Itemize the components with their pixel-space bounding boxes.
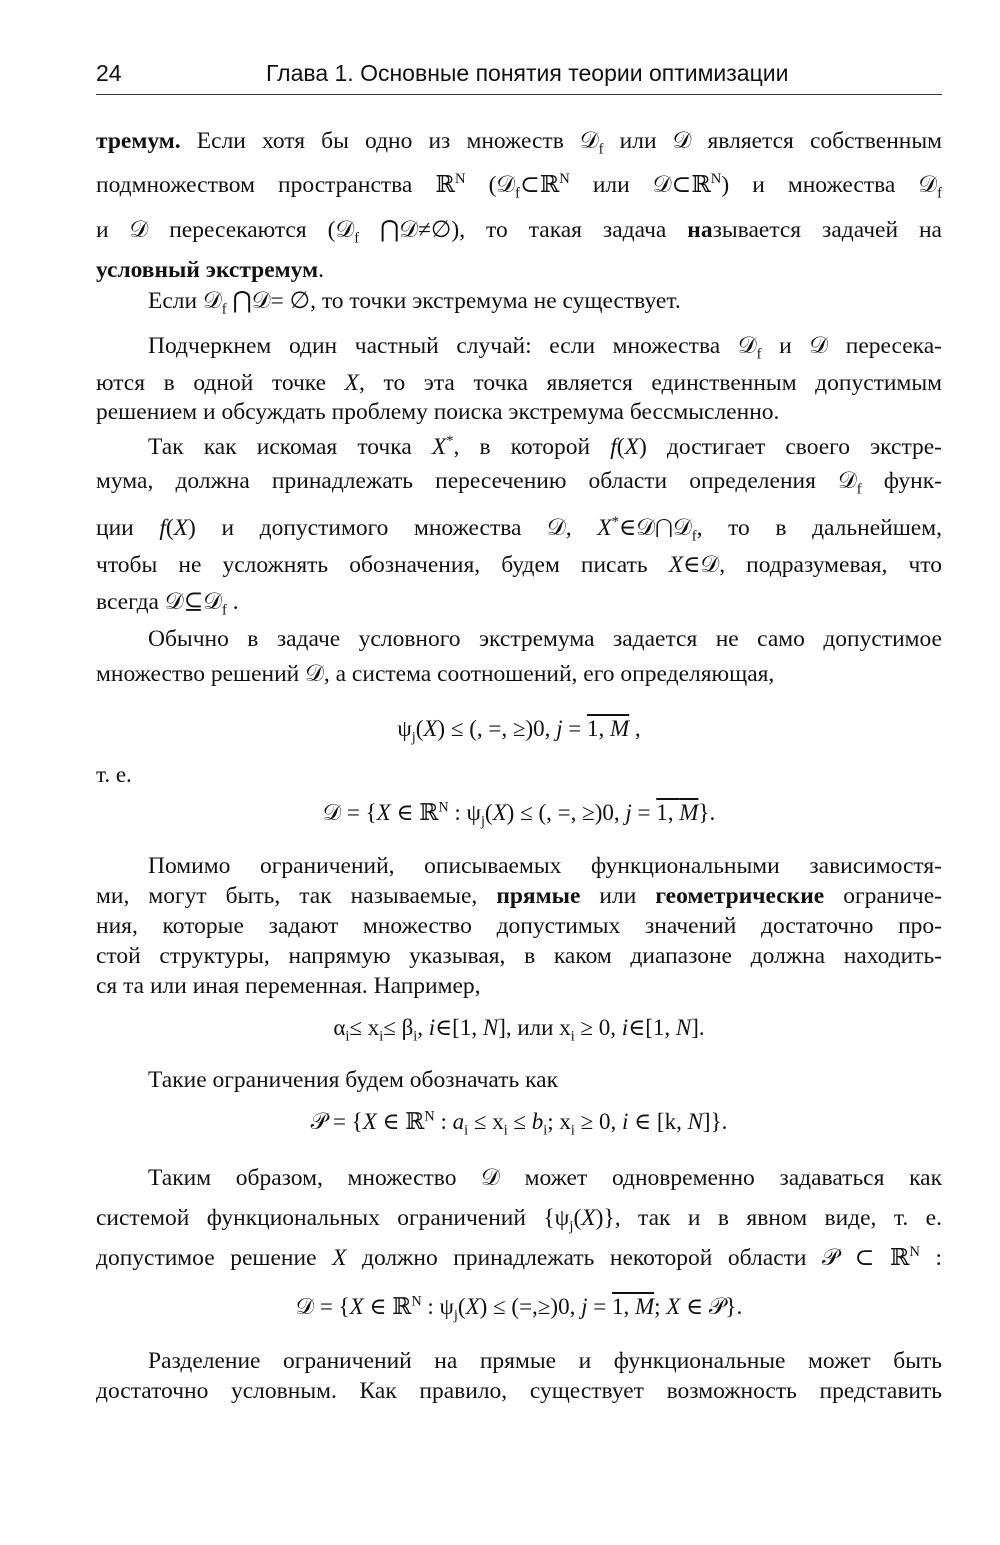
text-line: Помимо ограничений, описываемых функциональными зависимостя- xyxy=(148,853,942,879)
text-line: условный экстремум. xyxy=(96,257,325,283)
text-line: Обычно в задаче условного экстремума задается не само допустимое xyxy=(148,626,942,652)
chapter-title: Глава 1. Основные понятия теории оптимизации xyxy=(266,60,789,86)
formula: $\psi_j(X)$ ≤ (, =, ≥)0, j = 1, M , xyxy=(397,716,641,746)
formula: 𝒟 = {X ∈ ℝ$^N$ : $\psi_j(X)$ ≤ (, =, ≥)0, j = 1, M}. xyxy=(322,799,716,830)
formula: $\alpha_i\le x_i\le \beta_i$, i∈[1, N], или $x_i \ge 0$, i∈[1, N]. xyxy=(333,1015,705,1045)
text-line: всегда 𝒟⊆𝒟$_f$ . xyxy=(96,589,239,619)
text-line: ются в одной точке X, то эта точка является единственным допустимым xyxy=(96,370,942,396)
text-line: множество решений 𝒟, а система соотношений, его определяющая, xyxy=(96,661,775,687)
text-line: стой структуры, напрямую указывая, в каком диапазоне должна находить- xyxy=(96,943,942,969)
text-line: решением и обсуждать проблему поиска экстремума бессмысленно. xyxy=(96,399,780,425)
text-line: чтобы не усложнять обозначения, будем писать X∈𝒟, подразумевая, что xyxy=(96,552,943,578)
text-line: Если 𝒟$_f$ ⋂𝒟= ∅, то точки экстремума не существует. xyxy=(148,288,681,318)
text-line: ся та или иная переменная. Например, xyxy=(96,973,481,999)
text-line: достаточно условным. Как правило, существует возможность представить xyxy=(96,1378,942,1404)
text-line: ции f(X) и допустимого множества 𝒟, X*∈𝒟⋂𝒟$_f$, то в дальнейшем, xyxy=(96,514,942,545)
running-header xyxy=(96,56,942,95)
text-line: Разделение ограничений на прямые и функциональные может быть xyxy=(148,1348,942,1374)
formula: 𝒫 = {X ∈ ℝ$^N$ : $a_i \le x_i \le b_i$; $x_i \ge 0$, i ∈ [k, N]}. xyxy=(310,1108,728,1139)
text-line: Такие ограничения будем обозначать как xyxy=(148,1067,558,1093)
text-line: ния, которые задают множество допустимых значений достаточно про- xyxy=(96,913,942,939)
text-line: Таким образом, множество 𝒟 может одновременно задаваться как xyxy=(148,1165,942,1191)
text-line: подмножеством пространства ℝ$^N$ (𝒟$_f$⊂ℝ$^N$ или 𝒟⊂ℝ$^N$) и множества 𝒟$_f$ xyxy=(96,171,942,202)
page-number: 24 xyxy=(96,60,122,86)
text-line: Так как искомая точка X*, в которой f(X) достигает своего экстре- xyxy=(148,433,943,460)
text-line: и 𝒟 пересекаются (𝒟$_f$ ⋂𝒟≠∅), то такая задача называется задачей на xyxy=(96,217,942,247)
text-line: тремум. Если хотя бы одно из множеств 𝒟$_f$ или 𝒟 является собственным xyxy=(96,128,943,158)
text-line: системой функциональных ограничений $\{\psi_j(X)\}$, так и в явном виде, т. е. xyxy=(96,1205,942,1235)
text-line: мума, должна принадлежать пересечению области определения 𝒟$_f$ функ- xyxy=(96,468,942,498)
formula: 𝒟 = {X ∈ ℝ$^N$ : $\psi_j(X) \le (=,\ge)0$, j = 1, M; X ∈ 𝒫}. xyxy=(295,1293,743,1324)
text-te: т. е. xyxy=(96,762,132,787)
text-line: допустимое решение X должно принадлежать некоторой области 𝒫 ⊂ ℝ$^N$ : xyxy=(96,1244,943,1271)
text-line: Подчеркнем один частный случай: если множества 𝒟$_f$ и 𝒟 пересека- xyxy=(148,333,942,363)
text-line: ми, могут быть, так называемые, прямые или геометрические ограниче- xyxy=(96,883,942,909)
